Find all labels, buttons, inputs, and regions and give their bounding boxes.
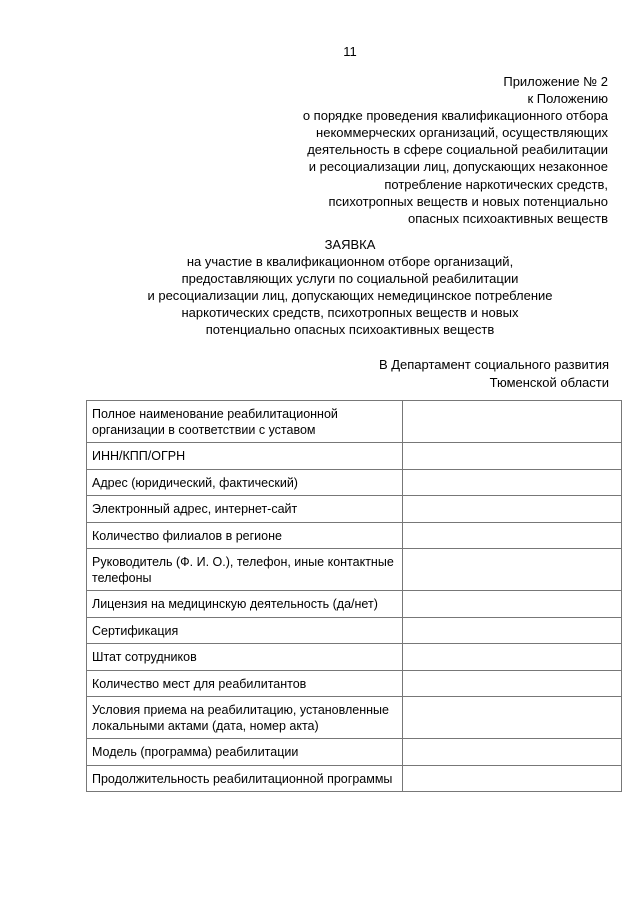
application-line: потенциально опасных психоактивных веществ [205, 322, 495, 338]
application-title: ЗАЯВКА [324, 237, 376, 252]
appendix-header [303, 73, 608, 227]
row-value-field[interactable] [403, 644, 622, 671]
recipient-block [379, 356, 609, 391]
row-label: Условия приема на реабилитацию, установленные локальными актами (дата, номер акта) [87, 697, 403, 739]
appendix-line: деятельность в сфере социальной реабилитации [307, 142, 608, 158]
application-heading [0, 236, 640, 339]
appendix-line: психотропных веществ и новых потенциально [328, 193, 608, 209]
row-value-field[interactable] [403, 469, 622, 496]
row-value-field[interactable] [403, 617, 622, 644]
appendix-line: к Положению [527, 91, 608, 107]
row-label: Штат сотрудников [87, 644, 403, 671]
row-label: Полное наименование реабилитационной организации в соответствии с уставом [87, 401, 403, 443]
table-row [87, 496, 622, 523]
row-label: Электронный адрес, интернет-сайт [87, 496, 403, 523]
page-number: 11 [343, 44, 357, 59]
row-value-field[interactable] [403, 549, 622, 591]
application-line: предоставляющих услуги по социальной реабилитации [181, 271, 519, 287]
recipient-line: В Департамент социального развития [378, 357, 609, 372]
row-label: Адрес (юридический, фактический) [87, 469, 403, 496]
row-label: Количество филиалов в регионе [87, 522, 403, 549]
row-label: ИНН/КПП/ОГРН [87, 443, 403, 470]
application-line: и ресоциализации лиц, допускающих немедицинское потребление [147, 288, 553, 304]
table-row [87, 670, 622, 697]
row-value-field[interactable] [403, 496, 622, 523]
row-value-field[interactable] [403, 739, 622, 766]
table-row [87, 522, 622, 549]
application-form-table [86, 400, 622, 792]
row-label: Количество мест для реабилитантов [87, 670, 403, 697]
row-value-field[interactable] [403, 697, 622, 739]
table-row [87, 591, 622, 618]
appendix-line: Приложение № 2 [503, 74, 608, 89]
table-row [87, 697, 622, 739]
row-value-field[interactable] [403, 591, 622, 618]
row-value-field[interactable] [403, 401, 622, 443]
table-row [87, 549, 622, 591]
row-label: Модель (программа) реабилитации [87, 739, 403, 766]
table-row [87, 644, 622, 671]
appendix-line: о порядке проведения квалификационного отбора [302, 108, 608, 124]
appendix-line: опасных психоактивных веществ [408, 210, 608, 226]
table-row [87, 469, 622, 496]
row-label: Продолжительность реабилитационной программы [87, 765, 403, 792]
appendix-line: некоммерческих организаций, осуществляющих [316, 125, 608, 141]
row-label: Руководитель (Ф. И. О.), телефон, иные контактные телефоны [87, 549, 403, 591]
table-row [87, 739, 622, 766]
application-line: наркотических средств, психотропных веществ и новых [181, 305, 519, 321]
recipient-line: Тюменской области [489, 374, 609, 390]
row-value-field[interactable] [403, 443, 622, 470]
application-line: на участие в квалификационном отборе организаций, [186, 254, 514, 270]
appendix-line: и ресоциализации лиц, допускающих незаконное [308, 159, 608, 175]
appendix-line: потребление наркотических средств, [384, 176, 608, 192]
table-row [87, 401, 622, 443]
table-row [87, 443, 622, 470]
row-value-field[interactable] [403, 522, 622, 549]
row-value-field[interactable] [403, 765, 622, 792]
row-value-field[interactable] [403, 670, 622, 697]
row-label: Сертификация [87, 617, 403, 644]
table-row [87, 765, 622, 792]
table-row [87, 617, 622, 644]
row-label: Лицензия на медицинскую деятельность (да/нет) [87, 591, 403, 618]
